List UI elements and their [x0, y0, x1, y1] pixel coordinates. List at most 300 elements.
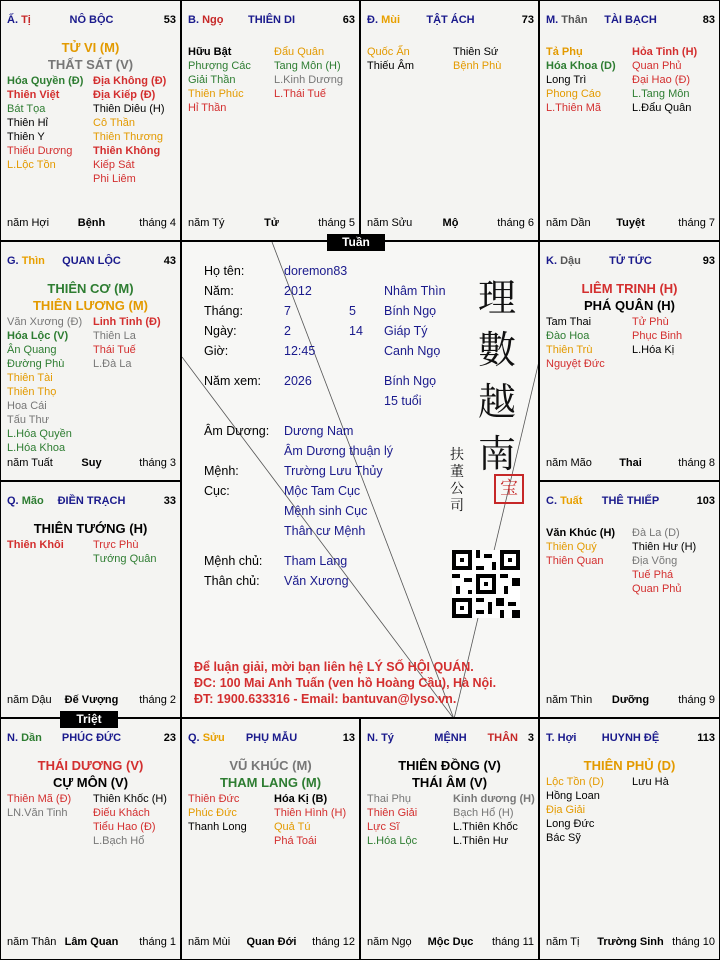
minor-star: L.Thái Tuế — [274, 88, 326, 100]
minor-star: Tuế Phá — [632, 569, 674, 581]
minor-star: Quả Tú — [274, 821, 311, 833]
palace-can: C. — [546, 495, 557, 507]
minor-star: Thiên Hư (H) — [632, 541, 697, 553]
palace-stage: Đế Vượng — [64, 694, 119, 706]
minor-star: L.Tang Môn — [632, 88, 690, 100]
palace-chi: Dần — [21, 732, 42, 744]
month-lunar-num: 5 — [349, 304, 356, 318]
palace-number: 103 — [696, 495, 715, 507]
minor-star: L.Đẩu Quân — [632, 102, 692, 114]
logo-subtitle — [450, 447, 468, 515]
palace-header — [188, 732, 355, 746]
logo-char-2: 數 — [477, 328, 516, 372]
left-stars — [546, 775, 604, 845]
minor-star: Tiểu Hao (Đ) — [93, 821, 156, 833]
logo-char-1: 理 — [477, 276, 516, 320]
palace-header — [546, 14, 715, 28]
minor-star: Quan Phủ — [632, 583, 682, 595]
main-star: THIÊN PHỦ (D) — [583, 758, 676, 773]
right-stars — [632, 526, 696, 596]
main-star: THIÊN ĐỒNG (V) — [398, 758, 501, 773]
palace-year: năm Tuất — [7, 457, 53, 469]
minor-star: L.Hóa Khoa — [7, 442, 66, 454]
palace-footer — [7, 217, 176, 230]
palace-footer — [7, 457, 176, 470]
minor-star: Đào Hoa — [546, 330, 590, 342]
palace-month: tháng 1 — [139, 936, 176, 948]
amduong-label: Âm Dương: — [204, 424, 270, 438]
palace-can: K. — [546, 255, 557, 267]
palace-header — [367, 732, 534, 746]
main-star: THẤT SÁT (V) — [47, 57, 134, 72]
palace-number: 33 — [163, 495, 176, 507]
palace-year: năm Dậu — [7, 694, 52, 706]
palace-can: T. — [546, 732, 555, 744]
triet-marker: Triệt — [60, 711, 118, 728]
palace-name: HUYNH ĐỆ — [601, 732, 660, 744]
right-stars — [93, 538, 157, 566]
palace-chi: Mão — [21, 495, 44, 507]
year-solar: 2012 — [284, 284, 312, 298]
minor-star: Thiên Tài — [7, 372, 53, 384]
palace-year: năm Thân — [7, 936, 57, 948]
palace-year: năm Dần — [546, 217, 591, 229]
palace-name: TỬ TỨC — [609, 255, 652, 267]
minor-star: Địa Kiếp (Đ) — [93, 89, 156, 101]
logo-sub-2: 董 — [450, 464, 464, 480]
minor-star: Thiên La — [93, 330, 136, 342]
minor-star: Thiên Phúc — [188, 88, 244, 100]
minor-star: L.Hóa Kị — [632, 344, 675, 356]
minor-star: Ân Quang — [7, 344, 57, 356]
minor-star: Thiên Thương — [93, 131, 164, 143]
palace-chi: Dậu — [560, 255, 581, 267]
minor-star: Địa Không (Đ) — [93, 75, 167, 87]
minor-star: Lộc Tồn (D) — [546, 776, 604, 788]
contact-phone-email[interactable]: ĐT: 1900.633316 - Email: bantuvan@lyso.vn. — [194, 692, 457, 706]
view-year-lunar: Bính Ngọ — [384, 374, 437, 388]
palace-can: M. — [546, 14, 559, 26]
palace-year: năm Mùi — [188, 936, 231, 948]
minor-star: Linh Tinh (Đ) — [93, 316, 161, 328]
than-tag: THÂN — [487, 732, 518, 744]
month-lunar: Bính Ngọ — [384, 304, 437, 318]
hour-label: Giờ: — [204, 344, 229, 358]
minor-star: Long Trì — [546, 74, 587, 86]
menhchu-value: Tham Lang — [284, 554, 348, 568]
thanchu-value: Văn Xương — [284, 574, 349, 588]
palace-header — [546, 255, 715, 269]
palace-number: 113 — [697, 732, 715, 744]
minor-star: Tam Thai — [546, 316, 592, 328]
palace-dau[interactable] — [539, 241, 720, 481]
minor-star: L.Bạch Hổ — [93, 835, 145, 847]
minor-star: Văn Khúc (H) — [546, 527, 616, 539]
amduong-relation: Âm Dương thuận lý — [284, 444, 393, 458]
palace-name: THIÊN DI — [247, 14, 296, 26]
minor-star: Bạch Hổ (H) — [453, 807, 514, 819]
minor-star: Hóa Quyền (Đ) — [7, 75, 84, 87]
palace-month: tháng 8 — [678, 457, 715, 469]
palace-can: Q. — [7, 495, 19, 507]
palace-number: 23 — [163, 732, 176, 744]
left-stars — [546, 45, 616, 115]
minor-star: Phượng Các — [188, 60, 251, 72]
palace-chi: Tuất — [560, 495, 583, 507]
palace-name: TẬT ÁCH — [426, 14, 475, 26]
palace-month: tháng 3 — [139, 457, 176, 469]
palace-mui[interactable] — [360, 0, 539, 241]
main-stars — [1, 520, 180, 537]
main-stars — [1, 39, 180, 73]
month-label: Tháng: — [204, 304, 243, 318]
main-stars — [540, 280, 719, 314]
right-stars — [632, 45, 697, 115]
palace-year: năm Tý — [188, 217, 225, 229]
year-lunar: Nhâm Thìn — [384, 284, 446, 298]
palace-tys[interactable] — [360, 718, 539, 960]
minor-star: Kiếp Sát — [93, 159, 135, 171]
palace-month: tháng 7 — [678, 217, 715, 229]
day-solar: 2 — [284, 324, 291, 338]
palace-footer — [188, 936, 355, 949]
minor-star: Thiên Mã (Đ) — [7, 793, 72, 805]
palace-ty[interactable] — [0, 0, 181, 241]
palace-can: N. — [7, 732, 18, 744]
palace-year: năm Ngọ — [367, 936, 412, 948]
minor-star: Văn Xương (Đ) — [7, 316, 83, 328]
logo-char-3: 越 — [477, 380, 516, 424]
minor-star: L.Kinh Dương — [274, 74, 344, 86]
main-star: LIÊM TRINH (H) — [581, 281, 678, 296]
palace-header — [546, 732, 715, 746]
minor-star: Hỉ Thần — [188, 102, 227, 114]
palace-footer — [546, 936, 715, 949]
thanchu-label: Thân chủ: — [204, 574, 260, 588]
minor-star: L.Lộc Tồn — [7, 159, 56, 171]
minor-star: Giải Thần — [188, 74, 236, 86]
minor-star: L.Hóa Quyền — [7, 428, 72, 440]
day-lunar-num: 14 — [349, 324, 363, 338]
palace-ngo[interactable] — [181, 0, 360, 241]
minor-star: Thiên Khốc (H) — [93, 793, 167, 805]
minor-star: Cô Thần — [93, 117, 135, 129]
right-stars — [453, 792, 535, 848]
palace-suu[interactable] — [181, 718, 360, 960]
palace-than[interactable] — [539, 0, 720, 241]
main-star: THIÊN LƯƠNG (M) — [32, 298, 149, 313]
palace-header — [7, 14, 176, 28]
right-stars — [93, 315, 161, 371]
right-stars — [93, 74, 166, 186]
minor-star: L.Thiên Hư — [453, 835, 509, 847]
palace-chi: Hợi — [557, 732, 577, 744]
palace-chi: Tý — [381, 732, 394, 744]
palace-number: 13 — [342, 732, 355, 744]
minor-star: Thanh Long — [188, 821, 247, 833]
palace-number: 53 — [163, 14, 176, 26]
age-value: 15 tuổi — [384, 394, 422, 408]
left-stars — [367, 792, 417, 848]
name-value: doremon83 — [284, 264, 348, 278]
minor-star: Kinh dương (H) — [453, 793, 535, 805]
right-stars — [93, 792, 167, 848]
palace-footer — [546, 457, 715, 470]
palace-header — [188, 14, 355, 28]
palace-number: 73 — [521, 14, 534, 26]
palace-stage: Suy — [81, 457, 102, 469]
main-star: THÁI DƯƠNG (V) — [37, 758, 144, 773]
palace-name: THÊ THIẾP — [601, 495, 660, 507]
right-stars — [453, 45, 501, 73]
main-stars — [361, 757, 538, 791]
minor-star: Lực Sĩ — [367, 821, 400, 833]
minor-star: Hóa Khoa (D) — [546, 60, 616, 72]
palace-mao[interactable] — [0, 481, 181, 718]
minor-star: Tướng Quân — [93, 553, 157, 565]
minor-star: L.Hóa Lộc — [367, 835, 418, 847]
menh-value: Trường Lưu Thủy — [284, 464, 383, 478]
palace-name: QUAN LỘC — [62, 255, 121, 267]
minor-star: Đường Phù — [7, 358, 65, 370]
palace-year: năm Mão — [546, 457, 592, 469]
palace-name: PHỤ MẪU — [245, 732, 298, 744]
palace-footer — [7, 694, 176, 707]
minor-star: Đại Hao (Đ) — [632, 74, 691, 86]
minor-star: Thiên Quan — [546, 555, 604, 567]
palace-hoi[interactable] — [539, 718, 720, 960]
minor-star: Hóa Kị (B) — [274, 793, 328, 805]
minor-star: Thiếu Dương — [7, 145, 73, 157]
palace-chi: Ngọ — [202, 14, 224, 26]
main-stars — [1, 280, 180, 314]
palace-name: ĐIỀN TRẠCH — [57, 495, 126, 507]
minor-star: L.Thiên Khốc — [453, 821, 518, 833]
minor-star: Thiên Giải — [367, 807, 418, 819]
main-star: CỰ MÔN (V) — [52, 775, 129, 790]
minor-star: Phá Toái — [274, 835, 317, 847]
qr-code — [452, 550, 520, 618]
main-star: THIÊN CƠ (M) — [47, 281, 134, 296]
palace-tuat[interactable] — [539, 481, 720, 718]
logo-char-4: 南 — [477, 432, 516, 476]
palace-year: năm Tị — [546, 936, 580, 948]
palace-footer — [546, 694, 715, 707]
palace-stage: Trường Sinh — [597, 936, 664, 948]
minor-star: L.Đà La — [93, 358, 132, 370]
palace-footer — [7, 936, 176, 949]
minor-star: Thái Tuế — [93, 344, 136, 356]
right-stars — [274, 792, 346, 848]
minor-star: Phúc Đức — [188, 807, 237, 819]
minor-star: Tấu Thư — [7, 414, 50, 426]
minor-star: Địa Võng — [632, 555, 678, 567]
minor-star: Thiên Không — [93, 145, 161, 157]
palace-can: Ấ. — [7, 14, 18, 26]
calligraphy-logo — [467, 272, 527, 480]
minor-star: LN.Văn Tinh — [7, 807, 68, 819]
minor-star: Thiên Đức — [188, 793, 240, 805]
main-star: THÁI ÂM (V) — [411, 775, 488, 790]
palace-can: Đ. — [367, 14, 378, 26]
cuc-relation: Mệnh sinh Cục — [284, 504, 368, 518]
left-stars — [188, 45, 251, 115]
menh-label: Mệnh: — [204, 464, 239, 478]
logo-sub-1: 扶 — [450, 447, 464, 463]
left-stars — [7, 315, 82, 455]
palace-stage: Bệnh — [77, 217, 106, 229]
minor-star: Bác Sỹ — [546, 832, 581, 844]
minor-star: Bát Tọa — [7, 103, 46, 115]
palace-stage: Lâm Quan — [64, 936, 119, 948]
main-stars — [540, 757, 719, 774]
palace-month: tháng 11 — [491, 936, 534, 948]
palace-number: 83 — [702, 14, 715, 26]
palace-name: NÔ BỘC — [69, 14, 114, 26]
logo-sub-3: 公 — [450, 481, 464, 497]
name-label: Họ tên: — [204, 264, 245, 278]
right-stars — [632, 315, 682, 357]
minor-star: Thiên Khôi — [7, 539, 64, 551]
minor-star: Hỏa Tinh (H) — [632, 46, 698, 58]
right-stars — [632, 775, 669, 789]
palace-chi: Mùi — [381, 14, 401, 26]
palace-dan[interactable] — [0, 718, 181, 960]
minor-star: Hữu Bật — [188, 46, 232, 58]
left-stars — [546, 315, 605, 371]
minor-star: Trực Phù — [93, 539, 139, 551]
palace-header — [546, 495, 715, 509]
palace-number: 43 — [163, 255, 176, 267]
cuc-label: Cục: — [204, 484, 230, 498]
palace-footer — [188, 217, 355, 230]
palace-stage: Tuyệt — [616, 217, 645, 229]
palace-can: Q. — [188, 732, 200, 744]
palace-header — [367, 14, 534, 28]
left-stars — [367, 45, 414, 73]
minor-star: Nguyệt Đức — [546, 358, 605, 370]
palace-month: tháng 6 — [497, 217, 534, 229]
contact-line-1: Để luận giải, mời bạn liên hệ LÝ SỐ HỘI QUÁN. — [194, 660, 474, 674]
main-stars — [182, 757, 359, 791]
palace-month: tháng 10 — [672, 936, 715, 948]
main-stars — [1, 757, 180, 791]
palace-can: B. — [188, 14, 199, 26]
main-star: VŨ KHÚC (M) — [229, 758, 312, 773]
palace-stage: Quan Đới — [246, 936, 297, 948]
palace-chi: Tị — [21, 14, 31, 26]
palace-number: 3 — [527, 732, 534, 744]
main-star: TỬ VI (M) — [61, 40, 120, 55]
right-stars — [274, 45, 343, 101]
minor-star: Đẩu Quân — [274, 46, 325, 58]
minor-star: Thiên Việt — [7, 89, 60, 101]
logo-sub-4: 司 — [450, 498, 464, 514]
palace-year: năm Thìn — [546, 694, 593, 706]
day-lunar: Giáp Tý — [384, 324, 428, 338]
minor-star: Thiếu Âm — [367, 60, 415, 72]
main-star: THAM LANG (M) — [219, 775, 322, 790]
palace-stage: Tử — [264, 217, 279, 229]
minor-star: Lưu Hà — [632, 776, 669, 788]
tuan-marker: Tuần — [327, 234, 385, 251]
view-year-label: Năm xem: — [204, 374, 261, 388]
minor-star: Tả Phụ — [546, 46, 583, 58]
palace-month: tháng 2 — [139, 694, 176, 706]
palace-can: G. — [7, 255, 19, 267]
minor-star: Thiên Sứ — [453, 46, 499, 58]
minor-star: Thiên Y — [7, 131, 45, 143]
minor-star: L.Thiên Mã — [546, 102, 602, 114]
palace-month: tháng 12 — [312, 936, 355, 948]
minor-star: Hoa Cái — [7, 400, 47, 412]
minor-star: Tử Phù — [632, 316, 669, 328]
minor-star: Long Đức — [546, 818, 595, 830]
palace-name: TÀI BẠCH — [604, 14, 657, 26]
palace-header — [7, 255, 176, 269]
palace-month: tháng 5 — [318, 217, 355, 229]
month-solar: 7 — [284, 304, 291, 318]
palace-header — [7, 495, 176, 509]
main-star: THIÊN TƯỚNG (H) — [33, 521, 148, 536]
contact-address: ĐC: 100 Mai Anh Tuấn (ven hồ Hoàng Cầu), Hà Nội. — [194, 676, 497, 690]
palace-footer — [367, 217, 534, 230]
palace-chi: Thìn — [21, 255, 45, 267]
palace-year: năm Hợi — [7, 217, 50, 229]
minor-star: Đà La (D) — [632, 527, 680, 539]
palace-chi: Sửu — [202, 732, 225, 744]
palace-month: tháng 9 — [678, 694, 715, 706]
hour-lunar: Canh Ngọ — [384, 344, 441, 358]
day-label: Ngày: — [204, 324, 237, 338]
palace-stage: Dưỡng — [611, 694, 650, 706]
red-seal-stamp: 宝 — [494, 474, 524, 504]
minor-star: Phong Cáo — [546, 88, 602, 100]
palace-footer — [367, 936, 534, 949]
left-stars — [188, 792, 247, 834]
view-year: 2026 — [284, 374, 312, 388]
palace-month: tháng 4 — [139, 217, 176, 229]
menhchu-label: Mệnh chủ: — [204, 554, 263, 568]
minor-star: Phục Binh — [632, 330, 683, 342]
palace-number: 93 — [702, 255, 715, 267]
minor-star: Thiên Diêu (H) — [93, 103, 165, 115]
palace-stage: Mộ — [442, 217, 459, 229]
palace-thin[interactable] — [0, 241, 181, 481]
minor-star: Thiên Quý — [546, 541, 597, 553]
palace-name: MỆNH — [434, 732, 467, 744]
palace-stage: Thai — [619, 457, 642, 469]
minor-star: Thai Phụ — [367, 793, 412, 805]
left-stars — [7, 74, 83, 172]
minor-star: Quốc Ấn — [367, 46, 410, 58]
minor-star: Phi Liêm — [93, 173, 136, 185]
palace-header — [7, 732, 176, 746]
minor-star: Thiên Thọ — [7, 386, 57, 398]
minor-star: Hồng Loan — [546, 790, 600, 802]
cuc-value: Mộc Tam Cục — [284, 484, 361, 498]
minor-star: Bệnh Phù — [453, 60, 502, 72]
year-label: Năm: — [204, 284, 234, 298]
palace-year: năm Sửu — [367, 217, 413, 229]
minor-star: Điếu Khách — [93, 807, 150, 819]
minor-star: Quan Phủ — [632, 60, 682, 72]
center-info-panel — [181, 241, 539, 718]
minor-star: Hóa Lộc (V) — [7, 330, 69, 342]
left-stars — [7, 792, 71, 820]
than-position: Thân cư Mệnh — [284, 524, 366, 538]
minor-star: Thiên Hình (H) — [274, 807, 347, 819]
